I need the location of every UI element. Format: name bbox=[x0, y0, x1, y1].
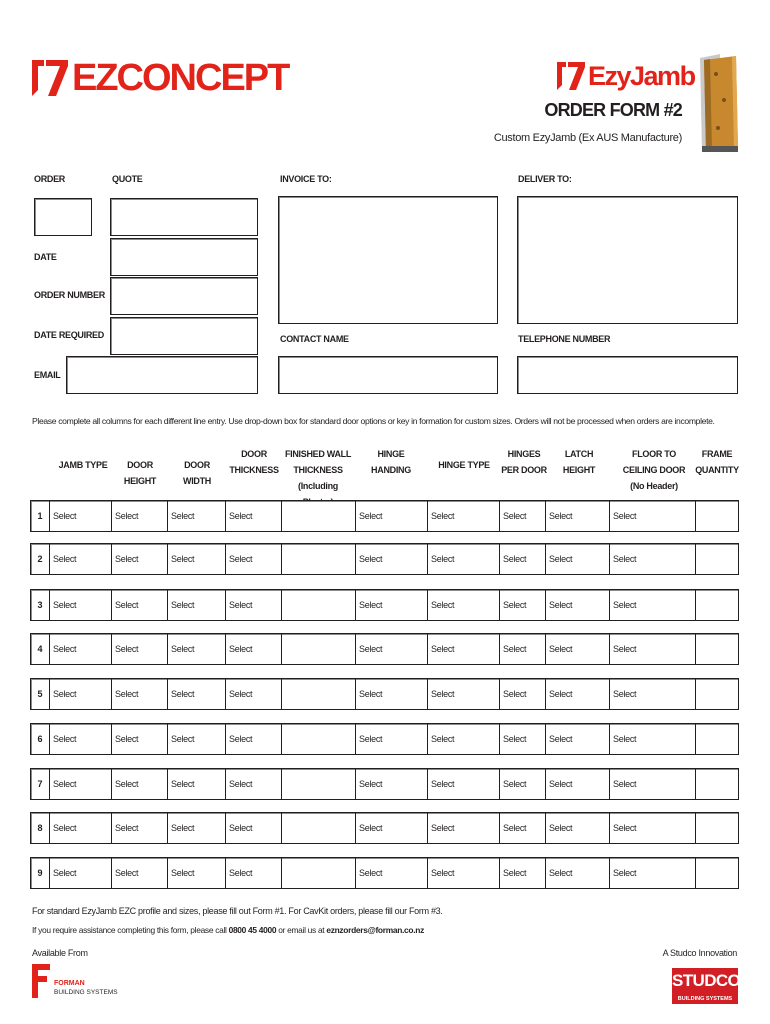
email-label: EMAIL bbox=[34, 370, 61, 380]
order-number-field[interactable] bbox=[110, 277, 258, 315]
floor-to-ceiling-select[interactable]: Select bbox=[613, 779, 637, 789]
finished-wall-thickness-input[interactable] bbox=[281, 858, 355, 888]
latch-height-select[interactable]: Select bbox=[549, 511, 573, 521]
hinge-handing-select[interactable]: Select bbox=[359, 734, 383, 744]
studco-logo-name: STUDCO bbox=[672, 971, 741, 990]
finished-wall-thickness-input[interactable] bbox=[281, 590, 355, 620]
hinges-per-door-select[interactable]: Select bbox=[503, 554, 527, 564]
hinge-handing-select[interactable]: Select bbox=[359, 779, 383, 789]
contact-name-field[interactable] bbox=[278, 356, 498, 394]
hinge-type-select[interactable]: Select bbox=[431, 644, 455, 654]
header-door-height: DOOR HEIGHT bbox=[123, 460, 157, 486]
hinges-per-door-select[interactable]: Select bbox=[503, 600, 527, 610]
frame-quantity-input[interactable] bbox=[695, 501, 738, 531]
ezconcept-logo bbox=[30, 56, 289, 100]
hinges-per-door-select[interactable]: Select bbox=[503, 868, 527, 878]
door-height-select[interactable]: Select bbox=[115, 600, 139, 610]
studco-logo bbox=[672, 968, 741, 1004]
door-height-select[interactable]: Select bbox=[115, 779, 139, 789]
order-label: ORDER bbox=[34, 174, 66, 184]
invoice-to-field[interactable] bbox=[278, 196, 498, 324]
door-width-select[interactable]: Select bbox=[171, 600, 195, 610]
date-label: DATE bbox=[34, 252, 57, 262]
ezyjamb-logo bbox=[556, 58, 695, 94]
row-number: 7 bbox=[37, 779, 43, 789]
forman-logo-sub: BUILDING SYSTEMS bbox=[54, 989, 118, 996]
jamb-type-select[interactable]: Select bbox=[53, 554, 77, 564]
row-number: 2 bbox=[37, 554, 43, 564]
door-width-select[interactable]: Select bbox=[171, 779, 195, 789]
hinge-handing-select[interactable]: Select bbox=[359, 868, 383, 878]
invoice-to-label: INVOICE TO: bbox=[280, 174, 332, 184]
finished-wall-thickness-input[interactable] bbox=[281, 679, 355, 709]
door-height-select[interactable]: Select bbox=[115, 511, 139, 521]
header-frame-quantity: FRAME QUANTITY bbox=[695, 449, 739, 475]
hinge-type-select[interactable]: Select bbox=[431, 689, 455, 699]
forman-logo-icon bbox=[32, 964, 50, 998]
door-height-select[interactable]: Select bbox=[115, 823, 139, 833]
assistance-email[interactable]: eznzorders@forman.co.nz bbox=[326, 925, 424, 935]
door-width-select[interactable]: Select bbox=[171, 868, 195, 878]
ezyjamb-logo-icon bbox=[556, 61, 586, 91]
date-required-field[interactable] bbox=[110, 317, 258, 355]
door-thickness-select[interactable]: Select bbox=[229, 734, 253, 744]
door-thickness-select[interactable]: Select bbox=[229, 511, 253, 521]
frame-quantity-input[interactable] bbox=[695, 724, 738, 754]
header-floor-to-ceiling: FLOOR TO CEILING DOOR (No Header) bbox=[622, 449, 686, 491]
door-thickness-select[interactable]: Select bbox=[229, 779, 253, 789]
header-door-width: DOOR WIDTH bbox=[183, 460, 211, 486]
hinge-handing-select[interactable]: Select bbox=[359, 823, 383, 833]
header-hinge-handing: HINGE HANDING bbox=[371, 449, 411, 475]
date-required-label: DATE REQUIRED bbox=[34, 330, 104, 340]
hinge-type-select[interactable]: Select bbox=[431, 511, 455, 521]
quote-label: QUOTE bbox=[112, 174, 143, 184]
door-width-select[interactable]: Select bbox=[171, 554, 195, 564]
table-row bbox=[30, 589, 739, 621]
table-row bbox=[30, 543, 739, 575]
assistance-note: If you require assistance completing this form, please call 0800 45 4000 or email us at eznzorders@forman.co.nz bbox=[32, 925, 424, 935]
hinges-per-door-select[interactable]: Select bbox=[503, 644, 527, 654]
jamb-photo-icon bbox=[696, 52, 742, 156]
row-number: 6 bbox=[37, 734, 43, 744]
door-width-select[interactable]: Select bbox=[171, 511, 195, 521]
telephone-number-label: TELEPHONE NUMBER bbox=[518, 334, 611, 344]
row-number: 1 bbox=[37, 511, 43, 521]
jamb-type-select[interactable]: Select bbox=[53, 511, 77, 521]
quote-field[interactable] bbox=[110, 198, 258, 236]
finished-wall-thickness-input[interactable] bbox=[281, 724, 355, 754]
studco-innovation-label: A Studco Innovation bbox=[662, 948, 737, 958]
door-height-select[interactable]: Select bbox=[115, 554, 139, 564]
hinge-type-select[interactable]: Select bbox=[431, 554, 455, 564]
jamb-type-select[interactable]: Select bbox=[53, 734, 77, 744]
latch-height-select[interactable]: Select bbox=[549, 779, 573, 789]
hinge-type-select[interactable]: Select bbox=[431, 868, 455, 878]
instructions-text: Please complete all columns for each different line entry. Use drop-down box for standard door options or key in formation for custom sizes. Orders will not be processed when orders are incomplete. bbox=[32, 416, 715, 426]
table-row bbox=[30, 723, 739, 755]
door-thickness-select[interactable]: Select bbox=[229, 689, 253, 699]
hinge-handing-select[interactable]: Select bbox=[359, 554, 383, 564]
table-row bbox=[30, 768, 739, 800]
finished-wall-thickness-input[interactable] bbox=[281, 813, 355, 843]
hinges-per-door-select[interactable]: Select bbox=[503, 823, 527, 833]
frame-quantity-input[interactable] bbox=[695, 679, 738, 709]
header-latch-height: LATCH HEIGHT bbox=[562, 449, 596, 475]
finished-wall-thickness-input[interactable] bbox=[281, 544, 355, 574]
table-row bbox=[30, 633, 739, 665]
jamb-type-select[interactable]: Select bbox=[53, 600, 77, 610]
contact-name-label: CONTACT NAME bbox=[280, 334, 349, 344]
floor-to-ceiling-select[interactable]: Select bbox=[613, 868, 637, 878]
deliver-to-field[interactable] bbox=[517, 196, 738, 324]
latch-height-select[interactable]: Select bbox=[549, 644, 573, 654]
telephone-number-field[interactable] bbox=[517, 356, 738, 394]
hinges-per-door-select[interactable]: Select bbox=[503, 511, 527, 521]
standard-form-note: For standard EzyJamb EZC profile and sizes, please fill out Form #1. For CavKit orders, please fill our Form #3. bbox=[32, 906, 443, 916]
door-thickness-select[interactable]: Select bbox=[229, 554, 253, 564]
door-thickness-select[interactable]: Select bbox=[229, 823, 253, 833]
latch-height-select[interactable]: Select bbox=[549, 823, 573, 833]
latch-height-select[interactable]: Select bbox=[549, 689, 573, 699]
hinge-type-select[interactable]: Select bbox=[431, 600, 455, 610]
header-jamb-type: JAMB TYPE bbox=[58, 460, 108, 470]
floor-to-ceiling-select[interactable]: Select bbox=[613, 734, 637, 744]
frame-quantity-input[interactable] bbox=[695, 813, 738, 843]
door-width-select[interactable]: Select bbox=[171, 644, 195, 654]
email-field[interactable] bbox=[66, 356, 258, 394]
hinge-handing-select[interactable]: Select bbox=[359, 511, 383, 521]
latch-height-select[interactable]: Select bbox=[549, 734, 573, 744]
form-title: ORDER FORM #2 bbox=[544, 100, 682, 120]
hinge-handing-select[interactable]: Select bbox=[359, 689, 383, 699]
ezconcept-logo-icon bbox=[30, 58, 70, 98]
floor-to-ceiling-select[interactable]: Select bbox=[613, 554, 637, 564]
floor-to-ceiling-select[interactable]: Select bbox=[613, 644, 637, 654]
studco-logo-sub: BUILDING SYSTEMS bbox=[672, 994, 738, 1004]
row-number: 5 bbox=[37, 689, 43, 699]
latch-height-select[interactable]: Select bbox=[549, 554, 573, 564]
hinges-per-door-select[interactable]: Select bbox=[503, 689, 527, 699]
assistance-phone[interactable]: 0800 45 4000 bbox=[228, 925, 277, 935]
row-number: 9 bbox=[37, 868, 43, 878]
finished-wall-thickness-input[interactable] bbox=[281, 634, 355, 664]
hinges-per-door-select[interactable]: Select bbox=[503, 734, 527, 744]
hinge-type-select[interactable]: Select bbox=[431, 823, 455, 833]
jamb-type-select[interactable]: Select bbox=[53, 644, 77, 654]
row-number: 4 bbox=[37, 644, 43, 654]
frame-quantity-input[interactable] bbox=[695, 544, 738, 574]
door-height-select[interactable]: Select bbox=[115, 868, 139, 878]
door-thickness-select[interactable]: Select bbox=[229, 644, 253, 654]
row-number: 3 bbox=[37, 600, 43, 610]
frame-quantity-input[interactable] bbox=[695, 634, 738, 664]
deliver-to-label: DELIVER TO: bbox=[518, 174, 572, 184]
header-finished-wall-thickness: FINISHED WALL THICKNESS (Including bbox=[284, 449, 352, 491]
ezconcept-logo-text: EZCONCEPT bbox=[72, 57, 289, 99]
header-door-thickness: DOOR THICKNESS bbox=[229, 449, 279, 475]
ezyjamb-logo-text: EzyJamb bbox=[588, 61, 695, 91]
header-hinges-per-door: HINGES PER DOOR bbox=[501, 449, 547, 475]
studco-logo-icon bbox=[672, 968, 741, 994]
finished-wall-thickness-input[interactable] bbox=[281, 769, 355, 799]
frame-quantity-input[interactable] bbox=[695, 858, 738, 888]
order-field[interactable] bbox=[34, 198, 92, 236]
frame-quantity-input[interactable] bbox=[695, 769, 738, 799]
jamb-type-select[interactable]: Select bbox=[53, 868, 77, 878]
frame-quantity-input[interactable] bbox=[695, 590, 738, 620]
latch-height-select[interactable]: Select bbox=[549, 600, 573, 610]
floor-to-ceiling-select[interactable]: Select bbox=[613, 823, 637, 833]
door-width-select[interactable]: Select bbox=[171, 734, 195, 744]
floor-to-ceiling-select[interactable]: Select bbox=[613, 600, 637, 610]
jamb-type-select[interactable]: Select bbox=[53, 689, 77, 699]
hinges-per-door-select[interactable]: Select bbox=[503, 779, 527, 789]
table-row bbox=[30, 857, 739, 889]
available-from-label: Available From bbox=[32, 948, 88, 958]
form-subtitle: Custom EzyJamb (Ex AUS Manufacture) bbox=[493, 132, 682, 144]
forman-logo bbox=[32, 964, 132, 1000]
date-field[interactable] bbox=[110, 238, 258, 276]
floor-to-ceiling-select[interactable]: Select bbox=[613, 511, 637, 521]
table-row bbox=[30, 500, 739, 532]
jamb-type-select[interactable]: Select bbox=[53, 823, 77, 833]
floor-to-ceiling-select[interactable]: Select bbox=[613, 689, 637, 699]
header-hinge-type: HINGE TYPE bbox=[438, 460, 490, 470]
door-thickness-select[interactable]: Select bbox=[229, 868, 253, 878]
table-row bbox=[30, 812, 739, 844]
hinge-type-select[interactable]: Select bbox=[431, 734, 455, 744]
door-width-select[interactable]: Select bbox=[171, 823, 195, 833]
forman-logo-name: FORMAN bbox=[54, 980, 85, 987]
door-height-select[interactable]: Select bbox=[115, 734, 139, 744]
door-height-select[interactable]: Select bbox=[115, 644, 139, 654]
door-height-select[interactable]: Select bbox=[115, 689, 139, 699]
row-number: 8 bbox=[37, 823, 43, 833]
finished-wall-thickness-input[interactable] bbox=[281, 501, 355, 531]
table-row bbox=[30, 678, 739, 710]
hinge-type-select[interactable]: Select bbox=[431, 779, 455, 789]
hinge-handing-select[interactable]: Select bbox=[359, 644, 383, 654]
door-width-select[interactable]: Select bbox=[171, 689, 195, 699]
door-thickness-select[interactable]: Select bbox=[229, 600, 253, 610]
latch-height-select[interactable]: Select bbox=[549, 868, 573, 878]
order-number-label: ORDER NUMBER bbox=[34, 290, 105, 300]
jamb-type-select[interactable]: Select bbox=[53, 779, 77, 789]
hinge-handing-select[interactable]: Select bbox=[359, 600, 383, 610]
